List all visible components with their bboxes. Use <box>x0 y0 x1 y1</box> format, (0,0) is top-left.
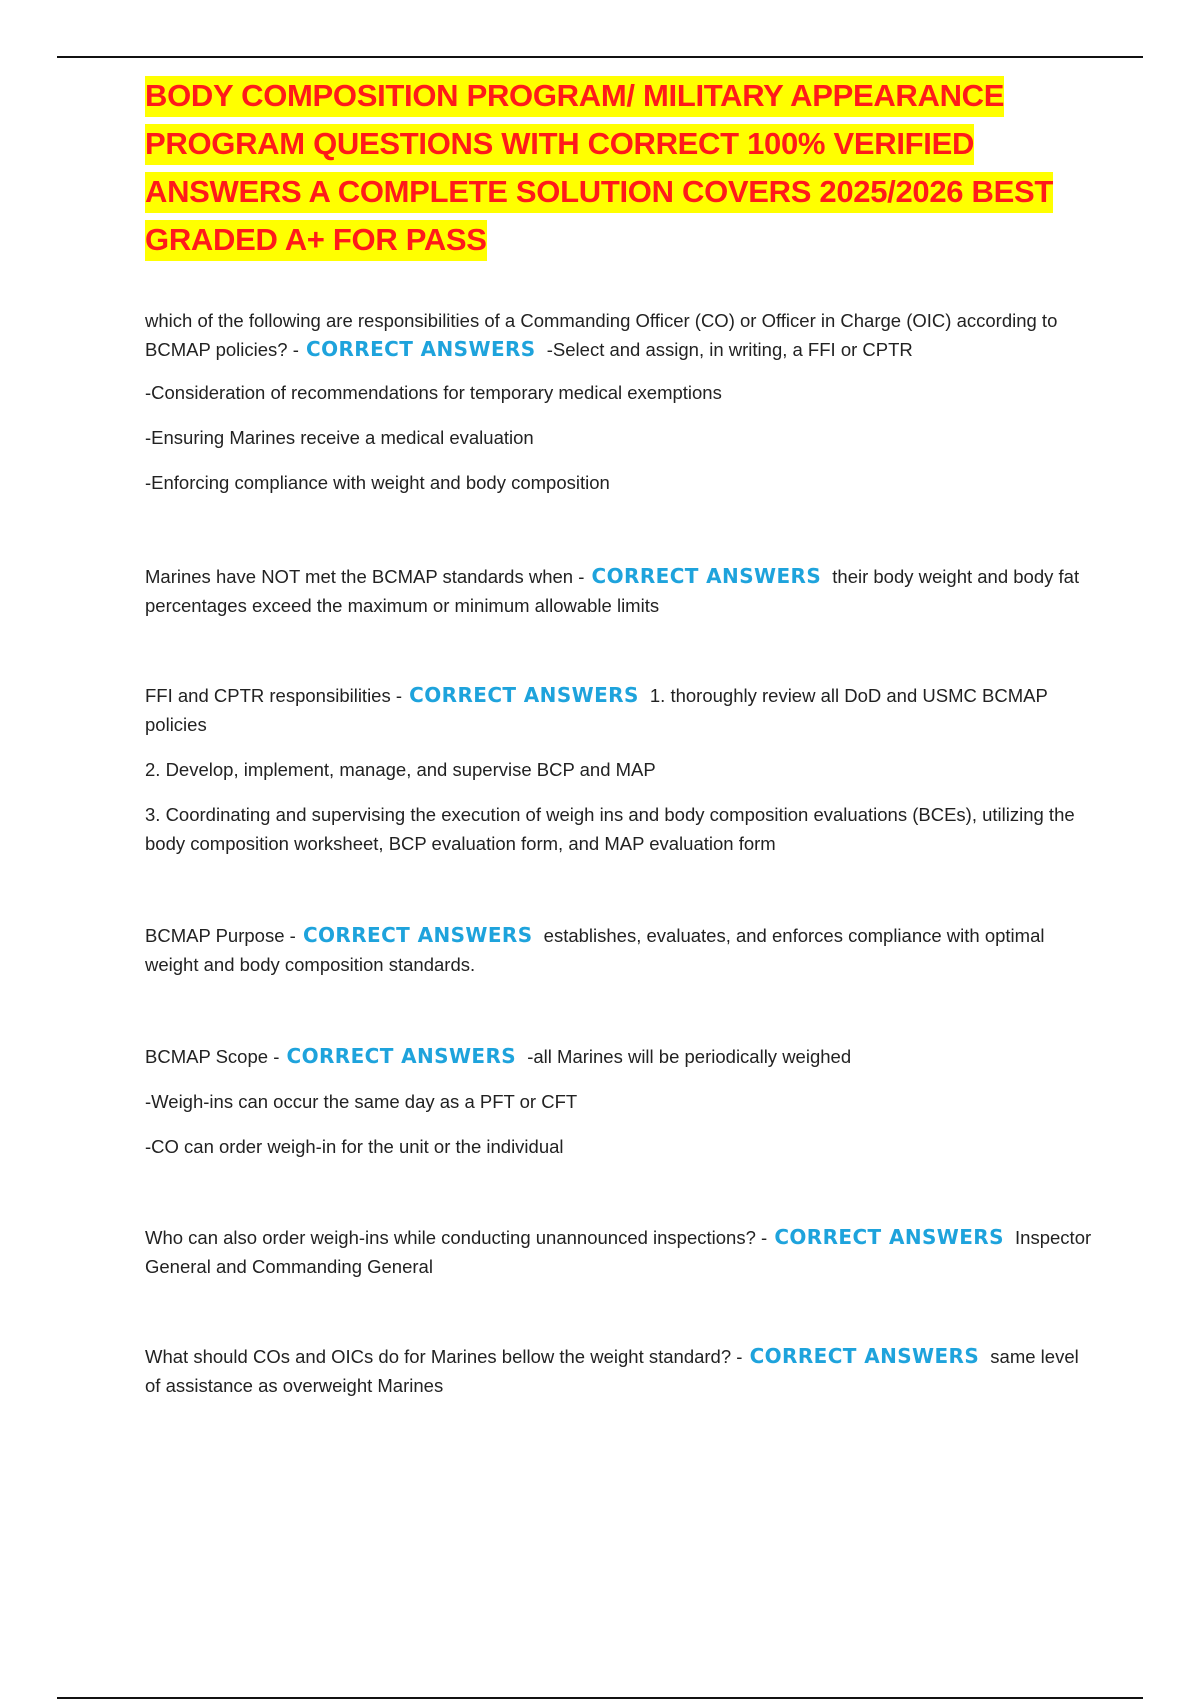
question-text: What should COs and OICs do for Marines bellow the weight standard? - <box>145 1346 748 1367</box>
answer-lead: same level of assistance as overweight Marines <box>145 1346 1079 1396</box>
title-text: BODY COMPOSITION PROGRAM/ MILITARY APPEARANCE PROGRAM QUESTIONS WITH CORRECT 100% VERIFIED ANSWERS A COMPLETE SOLUTION COVERS 2025/2026 BEST GRADED A+ FOR PASS <box>145 76 1053 261</box>
question-3 <box>145 681 1095 739</box>
answer-lead: -all Marines will be periodically weighed <box>527 1046 852 1067</box>
qa-item-7 <box>145 1342 1095 1416</box>
question-text: BCMAP Purpose - <box>145 925 301 946</box>
question-text: Who can also order weigh-ins while conducting unannounced inspections? - <box>145 1227 773 1248</box>
answer-lead: establishes, evaluates, and enforces compliance with optimal weight and body composition standards. <box>145 925 1045 975</box>
answer-line: -CO can order weigh-in for the unit or the individual <box>145 1136 564 1157</box>
correct-answers-marker: CORRECT ANSWERS <box>302 923 533 947</box>
correct-answers-marker: CORRECT ANSWERS <box>774 1225 1004 1249</box>
question-text: FFI and CPTR responsibilities - <box>145 685 408 706</box>
answer-lead: their body weight and body fat percentages exceed the maximum or minimum allowable limits <box>145 566 1080 616</box>
question-text: Marines have NOT met the BCMAP standards when - <box>145 566 590 587</box>
correct-answers-marker: CORRECT ANSWERS <box>409 683 639 707</box>
question-2 <box>145 562 1095 620</box>
bottom-rule <box>57 1697 1143 1699</box>
correct-answers-marker: CORRECT ANSWERS <box>749 1344 980 1368</box>
answer-line: 2. Develop, implement, manage, and supervise BCP and MAP <box>145 759 656 780</box>
answer-line: -Consideration of recommendations for temporary medical exemptions <box>145 382 722 403</box>
qa-item-1 <box>145 306 1095 513</box>
correct-answers-marker: CORRECT ANSWERS <box>306 337 536 361</box>
correct-answers-marker: CORRECT ANSWERS <box>591 564 822 588</box>
answer-line: -Weigh-ins can occur the same day as a PFT or CFT <box>145 1091 578 1112</box>
answer-lead: 1. thoroughly review all DoD and USMC BCMAP policies <box>145 685 1048 735</box>
question-1 <box>145 306 1095 364</box>
question-6 <box>145 1223 1095 1281</box>
answer-line: -Enforcing compliance with weight and body composition <box>145 472 610 493</box>
top-rule <box>57 56 1143 58</box>
question-5 <box>145 1042 1095 1071</box>
qa-item-3 <box>145 681 1095 874</box>
answer-line: -Ensuring Marines receive a medical evaluation <box>145 427 534 448</box>
answer-line: 3. Coordinating and supervising the execution of weigh ins and body composition evaluations (BCEs), utilizing the body composition worksheet, BCP evaluation form, and MAP evaluation form <box>145 804 1075 854</box>
document-title <box>145 72 1095 264</box>
question-text: BCMAP Scope - <box>145 1046 285 1067</box>
question-4 <box>145 921 1095 979</box>
qa-item-6 <box>145 1223 1095 1297</box>
qa-item-4 <box>145 921 1095 995</box>
question-7 <box>145 1342 1095 1400</box>
correct-answers-marker: CORRECT ANSWERS <box>286 1044 517 1068</box>
answer-lead: Inspector General and Commanding General <box>145 1227 1092 1277</box>
qa-item-5 <box>145 1042 1095 1177</box>
question-text: which of the following are responsibilities of a Commanding Officer (CO) or Officer in Charge (OIC) according to BCMAP policies? - <box>145 310 1058 360</box>
answer-lead: -Select and assign, in writing, a FFI or CPTR <box>546 339 913 360</box>
document-body <box>145 72 1095 1396</box>
qa-item-2 <box>145 562 1095 636</box>
